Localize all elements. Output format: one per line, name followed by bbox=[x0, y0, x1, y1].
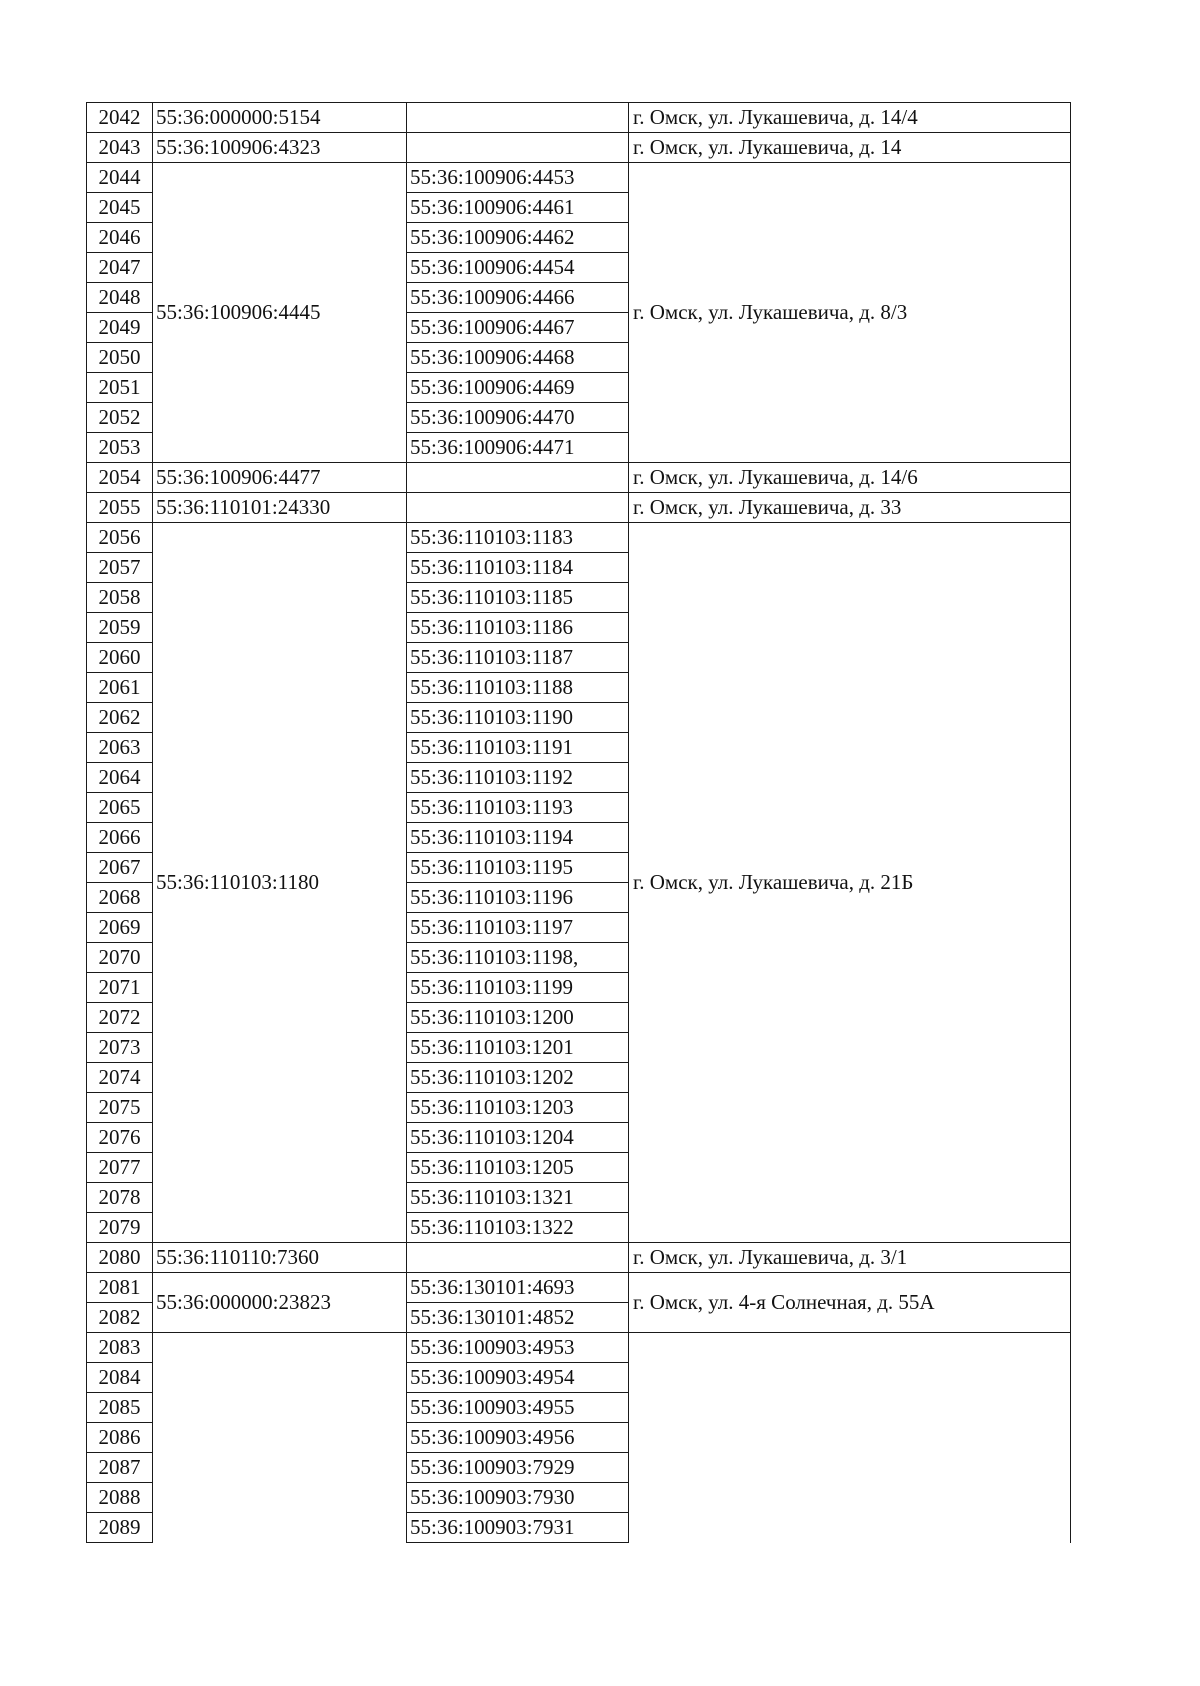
sub-cadastral-number: 55:36:100906:4466 bbox=[407, 283, 629, 313]
table-row bbox=[87, 1273, 1071, 1303]
row-number: 2065 bbox=[87, 793, 153, 823]
sub-cadastral-number: 55:36:110103:1202 bbox=[407, 1063, 629, 1093]
cadastral-number: 55:36:110103:1180 bbox=[153, 523, 407, 1243]
row-number: 2061 bbox=[87, 673, 153, 703]
address: г. Омск, ул. Лукашевича, д. 3/1 bbox=[629, 1243, 1071, 1273]
sub-cadastral-number: 55:36:110103:1197 bbox=[407, 913, 629, 943]
sub-cadastral-number: 55:36:100906:4468 bbox=[407, 343, 629, 373]
sub-cadastral-number: 55:36:100903:7930 bbox=[407, 1483, 629, 1513]
sub-cadastral-number: 55:36:110103:1204 bbox=[407, 1123, 629, 1153]
row-number: 2069 bbox=[87, 913, 153, 943]
table-row bbox=[87, 1243, 1071, 1273]
row-number: 2084 bbox=[87, 1363, 153, 1393]
row-number: 2059 bbox=[87, 613, 153, 643]
row-number: 2055 bbox=[87, 493, 153, 523]
row-number: 2074 bbox=[87, 1063, 153, 1093]
row-number: 2087 bbox=[87, 1453, 153, 1483]
row-number: 2089 bbox=[87, 1513, 153, 1543]
row-number: 2052 bbox=[87, 403, 153, 433]
sub-cadastral-number: 55:36:110103:1198, bbox=[407, 943, 629, 973]
sub-cadastral-number: 55:36:100906:4461 bbox=[407, 193, 629, 223]
sub-cadastral-number: 55:36:100903:4955 bbox=[407, 1393, 629, 1423]
sub-cadastral-number: 55:36:100906:4462 bbox=[407, 223, 629, 253]
sub-cadastral-number: 55:36:110103:1185 bbox=[407, 583, 629, 613]
sub-cadastral-number: 55:36:100903:4953 bbox=[407, 1333, 629, 1363]
row-number: 2085 bbox=[87, 1393, 153, 1423]
row-number: 2083 bbox=[87, 1333, 153, 1363]
row-number: 2076 bbox=[87, 1123, 153, 1153]
row-number: 2049 bbox=[87, 313, 153, 343]
row-number: 2073 bbox=[87, 1033, 153, 1063]
table-row bbox=[87, 163, 1071, 193]
row-number: 2086 bbox=[87, 1423, 153, 1453]
sub-cadastral-number bbox=[407, 1243, 629, 1273]
sub-cadastral-number: 55:36:110103:1186 bbox=[407, 613, 629, 643]
address bbox=[629, 1333, 1071, 1543]
address: г. Омск, ул. Лукашевича, д. 14/4 bbox=[629, 103, 1071, 133]
sub-cadastral-number: 55:36:110103:1183 bbox=[407, 523, 629, 553]
sub-cadastral-number bbox=[407, 133, 629, 163]
row-number: 2058 bbox=[87, 583, 153, 613]
address: г. Омск, ул. Лукашевича, д. 14 bbox=[629, 133, 1071, 163]
sub-cadastral-number: 55:36:110103:1192 bbox=[407, 763, 629, 793]
row-number: 2047 bbox=[87, 253, 153, 283]
row-number: 2060 bbox=[87, 643, 153, 673]
sub-cadastral-number: 55:36:110103:1200 bbox=[407, 1003, 629, 1033]
table-row bbox=[87, 493, 1071, 523]
row-number: 2075 bbox=[87, 1093, 153, 1123]
sub-cadastral-number: 55:36:110103:1184 bbox=[407, 553, 629, 583]
sub-cadastral-number: 55:36:100906:4469 bbox=[407, 373, 629, 403]
table-row bbox=[87, 523, 1071, 553]
row-number: 2071 bbox=[87, 973, 153, 1003]
row-number: 2050 bbox=[87, 343, 153, 373]
row-number: 2079 bbox=[87, 1213, 153, 1243]
sub-cadastral-number: 55:36:110103:1201 bbox=[407, 1033, 629, 1063]
sub-cadastral-number: 55:36:130101:4693 bbox=[407, 1273, 629, 1303]
row-number: 2042 bbox=[87, 103, 153, 133]
row-number: 2081 bbox=[87, 1273, 153, 1303]
sub-cadastral-number: 55:36:110103:1193 bbox=[407, 793, 629, 823]
row-number: 2077 bbox=[87, 1153, 153, 1183]
sub-cadastral-number: 55:36:100906:4454 bbox=[407, 253, 629, 283]
row-number: 2057 bbox=[87, 553, 153, 583]
sub-cadastral-number: 55:36:100906:4471 bbox=[407, 433, 629, 463]
sub-cadastral-number: 55:36:100903:4956 bbox=[407, 1423, 629, 1453]
sub-cadastral-number: 55:36:110103:1203 bbox=[407, 1093, 629, 1123]
cadastral-number: 55:36:110110:7360 bbox=[153, 1243, 407, 1273]
row-number: 2043 bbox=[87, 133, 153, 163]
address: г. Омск, ул. Лукашевича, д. 14/6 bbox=[629, 463, 1071, 493]
sub-cadastral-number: 55:36:110103:1205 bbox=[407, 1153, 629, 1183]
row-number: 2080 bbox=[87, 1243, 153, 1273]
row-number: 2053 bbox=[87, 433, 153, 463]
row-number: 2063 bbox=[87, 733, 153, 763]
row-number: 2072 bbox=[87, 1003, 153, 1033]
sub-cadastral-number bbox=[407, 463, 629, 493]
row-number: 2082 bbox=[87, 1303, 153, 1333]
address: г. Омск, ул. Лукашевича, д. 21Б bbox=[629, 523, 1071, 1243]
sub-cadastral-number: 55:36:100906:4470 bbox=[407, 403, 629, 433]
row-number: 2067 bbox=[87, 853, 153, 883]
row-number: 2046 bbox=[87, 223, 153, 253]
sub-cadastral-number: 55:36:100906:4467 bbox=[407, 313, 629, 343]
cadastral-number bbox=[153, 1333, 407, 1543]
row-number: 2078 bbox=[87, 1183, 153, 1213]
sub-cadastral-number bbox=[407, 103, 629, 133]
table-row bbox=[87, 463, 1071, 493]
sub-cadastral-number: 55:36:110103:1194 bbox=[407, 823, 629, 853]
table-row bbox=[87, 1333, 1071, 1363]
cadastral-number: 55:36:100906:4323 bbox=[153, 133, 407, 163]
row-number: 2064 bbox=[87, 763, 153, 793]
sub-cadastral-number bbox=[407, 493, 629, 523]
sub-cadastral-number: 55:36:100906:4453 bbox=[407, 163, 629, 193]
sub-cadastral-number: 55:36:110103:1322 bbox=[407, 1213, 629, 1243]
sub-cadastral-number: 55:36:110103:1195 bbox=[407, 853, 629, 883]
cadastral-number: 55:36:110101:24330 bbox=[153, 493, 407, 523]
sub-cadastral-number: 55:36:100903:4954 bbox=[407, 1363, 629, 1393]
row-number: 2044 bbox=[87, 163, 153, 193]
address: г. Омск, ул. Лукашевича, д. 8/3 bbox=[629, 163, 1071, 463]
row-number: 2062 bbox=[87, 703, 153, 733]
row-number: 2056 bbox=[87, 523, 153, 553]
table-row bbox=[87, 103, 1071, 133]
row-number: 2068 bbox=[87, 883, 153, 913]
cadastral-number: 55:36:000000:23823 bbox=[153, 1273, 407, 1333]
row-number: 2048 bbox=[87, 283, 153, 313]
sub-cadastral-number: 55:36:110103:1191 bbox=[407, 733, 629, 763]
row-number: 2088 bbox=[87, 1483, 153, 1513]
cadastral-number: 55:36:100906:4477 bbox=[153, 463, 407, 493]
sub-cadastral-number: 55:36:110103:1190 bbox=[407, 703, 629, 733]
sub-cadastral-number: 55:36:110103:1188 bbox=[407, 673, 629, 703]
row-number: 2051 bbox=[87, 373, 153, 403]
sub-cadastral-number: 55:36:100903:7929 bbox=[407, 1453, 629, 1483]
sub-cadastral-number: 55:36:110103:1196 bbox=[407, 883, 629, 913]
row-number: 2070 bbox=[87, 943, 153, 973]
sub-cadastral-number: 55:36:110103:1321 bbox=[407, 1183, 629, 1213]
address: г. Омск, ул. 4-я Солнечная, д. 55А bbox=[629, 1273, 1071, 1333]
row-number: 2054 bbox=[87, 463, 153, 493]
sub-cadastral-number: 55:36:100903:7931 bbox=[407, 1513, 629, 1543]
table-row bbox=[87, 133, 1071, 163]
row-number: 2066 bbox=[87, 823, 153, 853]
sub-cadastral-number: 55:36:110103:1199 bbox=[407, 973, 629, 1003]
sub-cadastral-number: 55:36:130101:4852 bbox=[407, 1303, 629, 1333]
sub-cadastral-number: 55:36:110103:1187 bbox=[407, 643, 629, 673]
register-table bbox=[86, 102, 1071, 1543]
address: г. Омск, ул. Лукашевича, д. 33 bbox=[629, 493, 1071, 523]
cadastral-number: 55:36:000000:5154 bbox=[153, 103, 407, 133]
row-number: 2045 bbox=[87, 193, 153, 223]
cadastral-number: 55:36:100906:4445 bbox=[153, 163, 407, 463]
